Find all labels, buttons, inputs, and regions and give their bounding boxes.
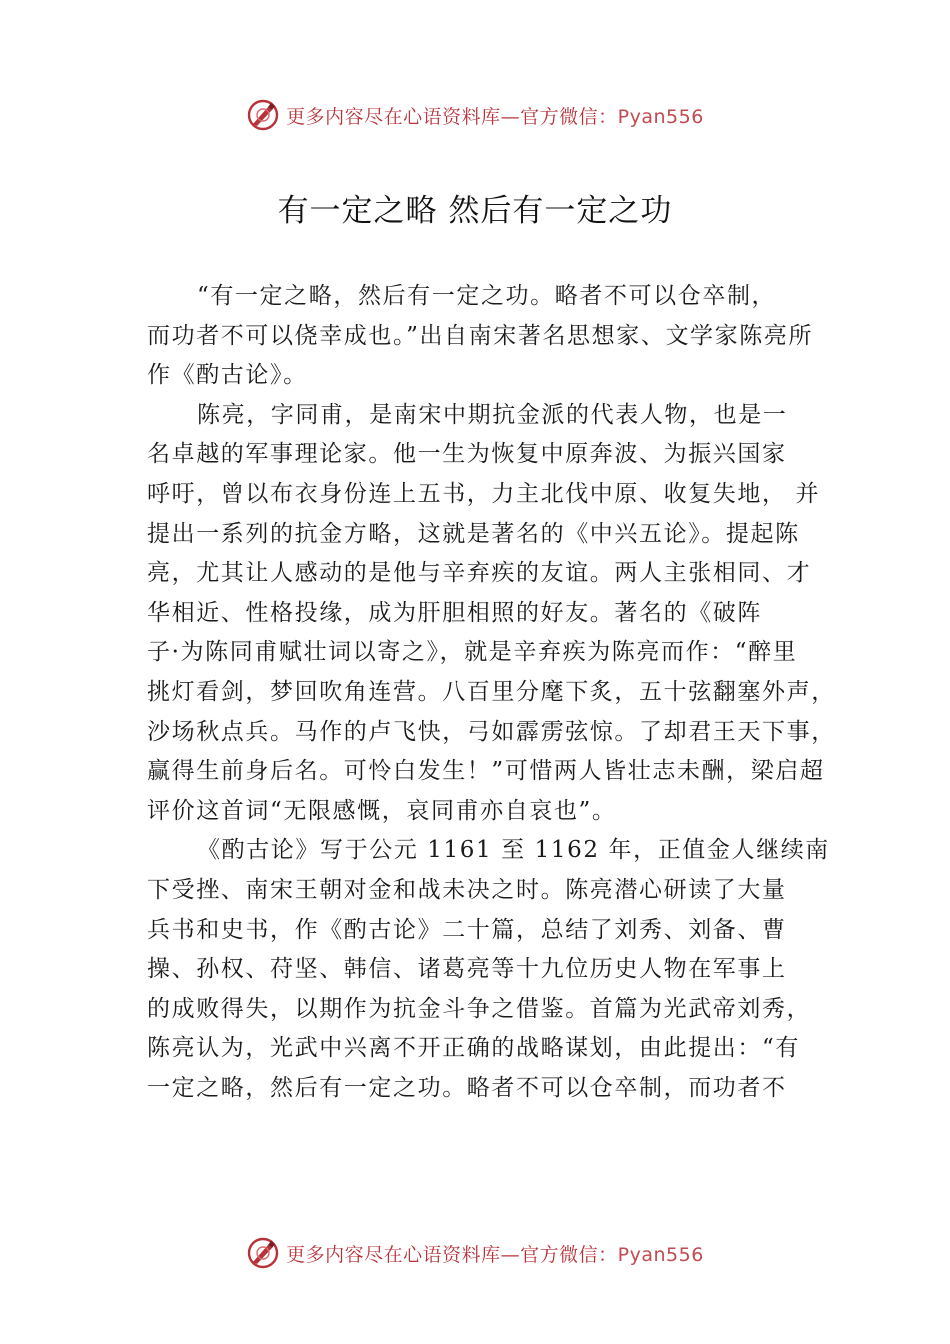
- text-line: 评价这首词“无限感慨，哀同甫亦自哀也”。: [147, 797, 617, 824]
- wechat-id: Pyan556: [617, 105, 704, 128]
- text-line: “有一定之略，然后有一定之功。略者不可以仓卒制，: [197, 283, 777, 309]
- text-line: 操、孙权、苻坚、韩信、诸葛亮等十九位历史人物在军事上: [147, 956, 787, 983]
- banner-label: 更多内容尽在心语资料库—官方微信：: [286, 105, 618, 128]
- text-line: 挑灯看剑，梦回吹角连营。八百里分麾下炙，五十弦翻塞外声，: [147, 678, 836, 705]
- pen-logo-icon: [246, 1236, 280, 1270]
- text-line: 赢得生前身后名。可怜白发生！”可惜两人皆壮志未酬，梁启超: [147, 758, 825, 785]
- text-line: 一定之略，然后有一定之功。略者不可以仓卒制，而功者不: [147, 1074, 787, 1101]
- text-line: 的成败得失，以期作为抗金斗争之借鉴。首篇为光武帝刘秀，: [147, 995, 812, 1022]
- text-line: 陈亮认为，光武中兴离不开正确的战略谋划，由此提出：“有: [147, 1035, 800, 1062]
- wechat-id: Pyan556: [617, 1243, 704, 1266]
- page-title: 有一定之略 然后有一定之功: [277, 193, 673, 229]
- text-line: 作《酌古论》。: [147, 362, 308, 389]
- text-line: 子·为陈同甫赋壮词以寄之》，就是辛弃疾为陈亮而作：“醉里: [147, 639, 798, 666]
- text-line: 呼吁，曾以布衣身份连上五书，力主北伐中原、收复失地， 并: [147, 480, 821, 507]
- text-line: 下受挫、南宋王朝对金和战未决之时。陈亮潜心研读了大量: [147, 876, 787, 903]
- text-line: 华相近、性格投缘，成为肝胆相照的好友。著名的《破阵: [147, 599, 762, 626]
- article-body: [147, 277, 837, 1108]
- text-line: 而功者不可以侥幸成也。”出自南宋著名思想家、文学家陈亮所: [147, 322, 814, 349]
- text-line: 《酌古论》写于公元 1161 至 1162 年，正值金人继续南: [197, 837, 830, 864]
- header-banner: [0, 95, 950, 135]
- footer-banner: [0, 1233, 950, 1273]
- pen-logo-icon: [246, 98, 280, 132]
- text-line: 亮，尤其让人感动的是他与辛弃疾的友谊。两人主张相同、才: [147, 560, 812, 587]
- text-line: 沙场秋点兵。马作的卢飞快，弓如霹雳弦惊。了却君王天下事，: [147, 718, 836, 745]
- text-line: 兵书和史书，作《酌古论》二十篇，总结了刘秀、刘备、曹: [147, 916, 787, 943]
- banner-text: [286, 102, 704, 129]
- text-line: 名卓越的军事理论家。他一生为恢复中原奔波、为振兴国家: [147, 441, 787, 468]
- banner-text: [286, 1240, 704, 1267]
- banner-label: 更多内容尽在心语资料库—官方微信：: [286, 1243, 618, 1266]
- text-line: 提出一系列的抗金方略，这就是著名的《中兴五论》。提起陈: [147, 520, 800, 547]
- text-line: 陈亮，字同甫，是南宋中期抗金派的代表人物，也是一: [197, 401, 788, 428]
